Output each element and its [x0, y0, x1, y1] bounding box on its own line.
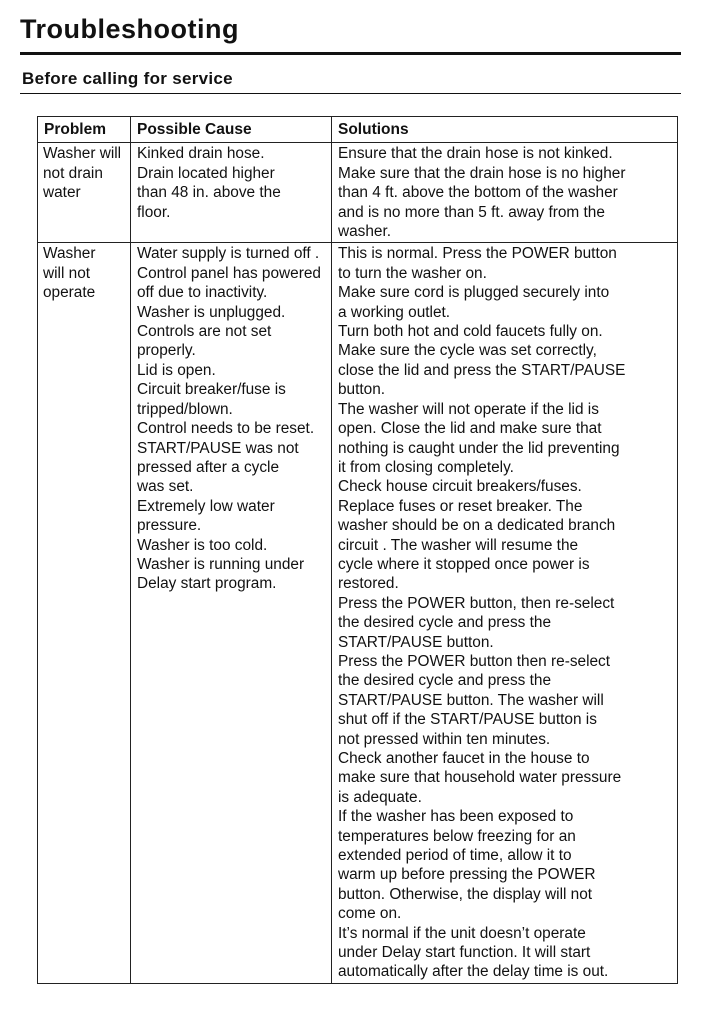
page-title: Troubleshooting: [20, 14, 239, 44]
problem-cell: Washer will not drain water: [38, 143, 131, 243]
header-possible-cause: Possible Cause: [131, 117, 332, 143]
cause-cell: Water supply is turned off . Control panel has powered off due to inactivity. Washer is unplugged. Controls are not set properly. Lid is open. Circuit breaker/fuse is tripped/blown. Control needs to be reset. START/PAUSE was not pressed after a cycle was set. Extremely low water pressure. Washer is too cold. Washer is running under Delay start program.: [131, 243, 332, 983]
header-problem: Problem: [38, 117, 131, 143]
header-solutions: Solutions: [332, 117, 678, 143]
table-row: [38, 243, 678, 983]
table-header-row: [38, 117, 678, 143]
title-divider: [20, 52, 681, 55]
cause-cell: Kinked drain hose. Drain located higher than 48 in. above the floor.: [131, 143, 332, 243]
subtitle-divider: [20, 93, 681, 94]
section-subtitle: Before calling for service: [22, 69, 233, 88]
solutions-cell: This is normal. Press the POWER button to turn the washer on. Make sure cord is plugged securely into a working outlet. Turn both hot and cold faucets fully on. Make sure the cycle was set correctly, close the lid and press the START/PAUSE button. The washer will not operate if the lid is open. Close the lid and make sure that nothing is caught under the lid preventing it from closing completely. Check house circuit breakers/fuses. Replace fuses or reset breaker. The washer should be on a dedicated branch circuit . The washer will resume the cycle where it stopped once power is restored. Press the POWER button, then re-select the desired cycle and press the START/PAUSE button. Press the POWER button then re-select the desired cycle and press the START/PAUSE button. The washer will shut off if the START/PAUSE button is not pressed within ten minutes. Check another faucet in the house to make sure that household water pressure is adequate. If the washer has been exposed to temperatures below freezing for an extended period of time, allow it to warm up before pressing the POWER button. Otherwise, the display will not come on. It’s normal if the unit doesn’t operate under Delay start function. It will start automatically after the delay time is out.: [332, 243, 678, 983]
problem-cell: Washer will not operate: [38, 243, 131, 983]
table-row: [38, 143, 678, 243]
solutions-cell: Ensure that the drain hose is not kinked. Make sure that the drain hose is no higher than 4 ft. above the bottom of the washer and is no more than 5 ft. away from the washer.: [332, 143, 678, 243]
troubleshooting-table: [37, 116, 678, 984]
